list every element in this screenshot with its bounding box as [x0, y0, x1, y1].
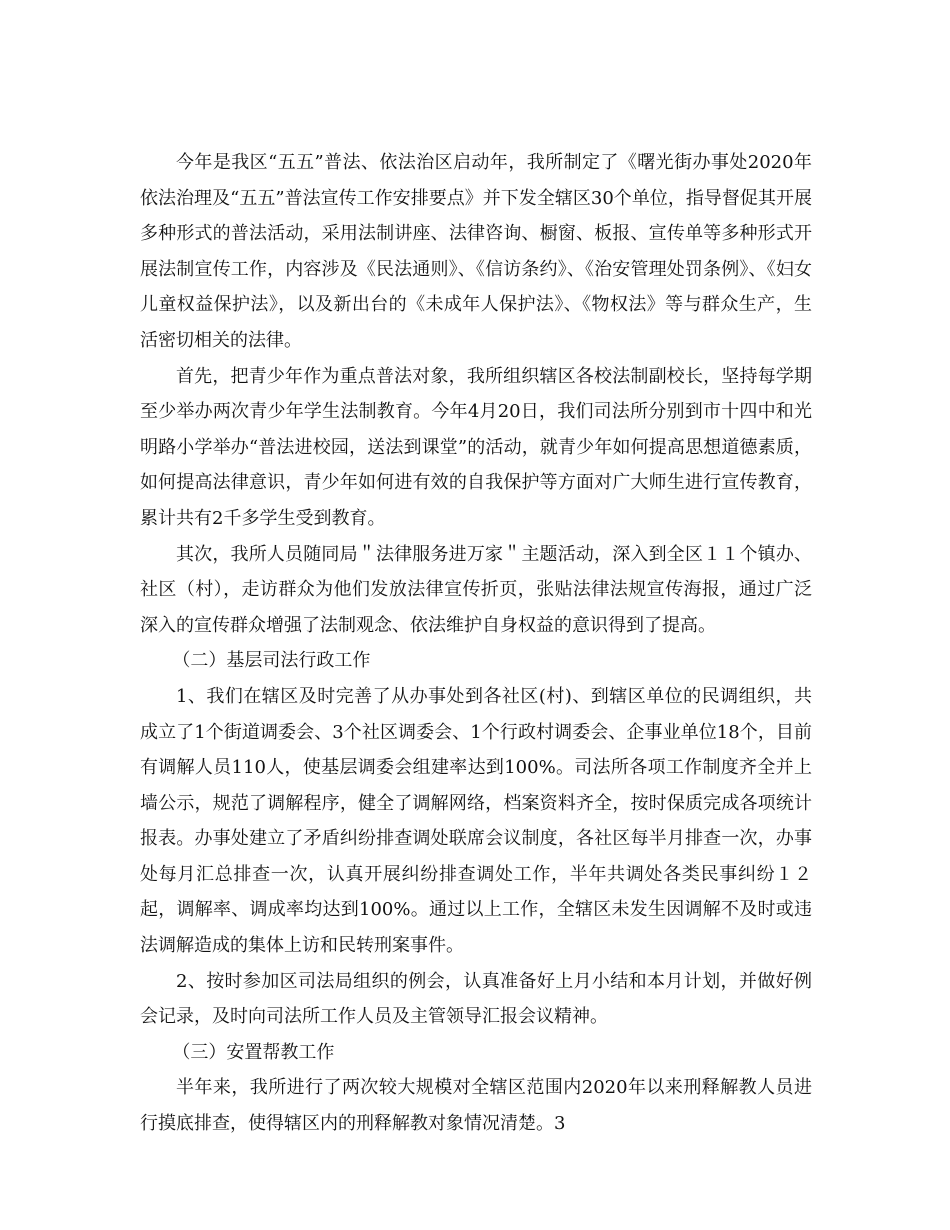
document-body	[140, 145, 812, 1142]
paragraph-youth-education: 首先，把青少年作为重点普法对象，我所组织辖区各校法制副校长，坚持每学期至少举办两次青少年学生法制教育。今年4月20日，我们司法所分别到市十四中和光明路小学举办“普法进校园，送法到课堂”的活动，就青少年如何提高思想道德素质，如何提高法律意识，青少年如何进有效的自我保护等方面对广大师生进行宣传教育，累计共有2千多学生受到教育。	[140, 365, 812, 529]
section-heading-grassroots-judicial: （二）基层司法行政工作	[172, 650, 371, 672]
paragraph-regular-meetings: 2、按时参加区司法局组织的例会，认真准备好上月小结和本月计划，并做好例会记录，及时向司法所工作人员及主管领导汇报会议精神。	[140, 970, 812, 1028]
paragraph-mediation-organization: 1、我们在辖区及时完善了从办事处到各社区(村)、到辖区单位的民调组织，共成立了1个街道调委会、3个社区调委会、1个行政村调委会、企事业单位18个，目前有调解人员110人，使基层调委会组建率达到100%。司法所各项工作制度齐全并上墙公示，规范了调解程序，健全了调解网络，档案资料齐全，按时保质完成各项统计报表。办事处建立了矛盾纠纷排查调处联席会议制度，各社区每半月排查一次，办事处每月汇总排查一次，认真开展纠纷排查调处工作，半年共调处各类民事纠纷１２起，调解率、调成率均达到100%。通过以上工作，全辖区未发生因调解不及时或违法调解造成的集体上访和民转刑案事件。	[140, 685, 812, 957]
section-heading-resettlement: （三）安置帮教工作	[172, 1041, 335, 1063]
paragraph-community-outreach: 其次，我所人员随同局＂法律服务进万家＂主题活动，深入到全区１１个镇办、社区（村），走访群众为他们发放法律宣传折页，张贴法律法规宣传海报，通过广泛深入的宣传群众增强了法制观念、依法维护自身权益的意识得到了提高。	[140, 543, 812, 636]
paragraph-legal-publicity-plan: 今年是我区“五五”普法、依法治区启动年，我所制定了《曙光街办事处2020年依法治理及“五五”普法宣传工作安排要点》并下发全辖区30个单位，指导督促其开展多种形式的普法活动，采用法制讲座、法律咨询、橱窗、板报、宣传单等多种形式开展法制宣传工作，内容涉及《民法通则》、《信访条约》、《治安管理处罚条例》、《妇女儿童权益保护法》，以及新出台的《未成年人保护法》、《物权法》等与群众生产，生活密切相关的法律。	[140, 152, 812, 351]
paragraph-resettlement-survey: 半年来，我所进行了两次较大规模对全辖区范围内2020年以来刑释解教人员进行摸底排查，使得辖区内的刑释解教对象情况清楚。3	[140, 1077, 812, 1135]
